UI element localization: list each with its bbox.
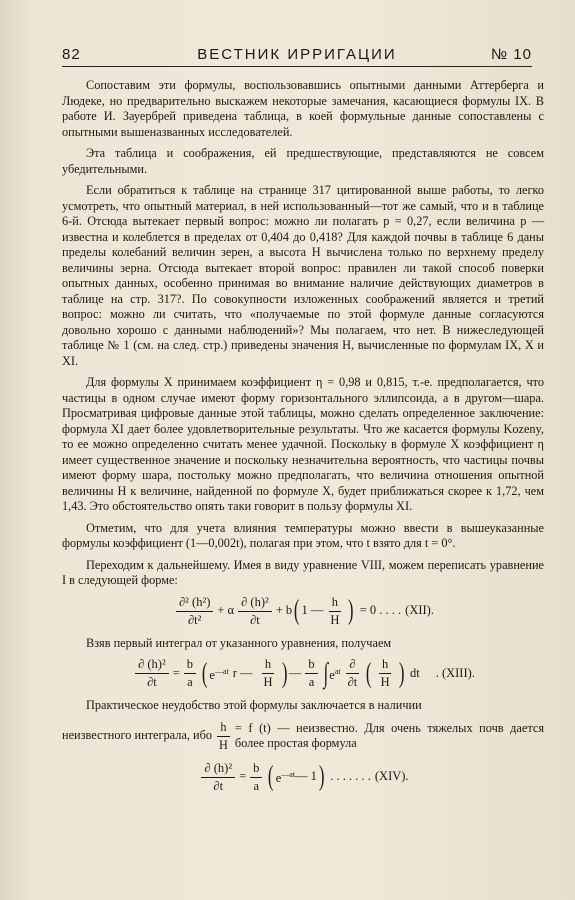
denominator: a	[187, 675, 193, 689]
numerator: b	[305, 657, 317, 674]
numerator: ∂	[346, 657, 358, 674]
paragraph-8b	[62, 720, 544, 753]
exponential	[329, 664, 340, 684]
numerator: ∂ (h)²	[238, 595, 272, 612]
numerator: h	[329, 595, 341, 612]
term: r —	[232, 665, 253, 680]
fraction	[184, 657, 196, 690]
numerator: ∂ (h)²	[201, 761, 235, 778]
right-paren: )	[281, 657, 287, 689]
paragraph-4: Для формулы X принимаем коэффициент η = 0,98 и 0,815, т.-е. предполагается, что частицы в одном случае имеют форму горизонтального эллипсоида, а в другом—шара. Просматривая цифровые данные этой таблицы, можно сделать определенное заключение: формула XI дает более удовлетворительные результаты. Что же касается формулы Kozeny, то ее можно определенно считать менее удачной. Поскольку в формуле X коэффициент η имеет существенное значение и поскольку незначительна вероятность, что частицы почвы имеют форму шара, постольку можно предполагать, что величина отношения опытной величины H к величине, найденной по формуле X, будет приближаться скорее к 1,72, чем 1,43. Это обстоятельство опять таки говорит в пользу формулы XI.	[62, 375, 544, 513]
exp-power: at	[334, 666, 341, 676]
left-paren: (	[268, 761, 274, 792]
left-paren: (	[201, 657, 208, 689]
denominator: ∂t	[147, 675, 157, 689]
term: 1 —	[301, 603, 324, 618]
numerator: h	[217, 720, 229, 737]
operator: + α	[217, 603, 235, 618]
paragraph-1: Сопоставим эти формулы, воспользовавшись опытными данными Аттерберга и Людеке, но предварительно выскажем некоторые замечания, касающиеся формулы IX. В работе И. Зауербрей приведена таблица, в коей формульные данные сопоставлены с опытными вышеназванных исследователей.	[62, 78, 544, 139]
paragraph-2: Эта таблица и соображения, ей предшествующие, представляются не совсем убедительными.	[62, 146, 544, 176]
denominator: H	[380, 675, 390, 689]
equation-xiii	[62, 657, 544, 690]
exp-base: e	[275, 771, 282, 786]
equation-label: (XIV).	[374, 769, 409, 784]
differential: dt	[409, 665, 420, 680]
right-paren: )	[348, 595, 354, 626]
numerator: h	[262, 657, 274, 674]
issue-number: № 10	[491, 46, 532, 63]
paragraph-6: Переходим к дальнейшему. Имея в виду уравнение VIII, можем переписать уравнение I в следующей форме:	[62, 557, 544, 587]
denominator: a	[253, 778, 260, 793]
page-header	[62, 44, 532, 67]
denominator: H	[263, 675, 273, 689]
equation-rhs: = 0 . . . .	[359, 603, 402, 618]
exponential	[209, 664, 228, 684]
fraction	[238, 595, 272, 628]
fraction	[250, 761, 262, 794]
integral-sign: ∫	[323, 657, 328, 689]
numerator: h	[379, 657, 391, 674]
term: — 1	[295, 769, 317, 784]
numerator: b	[250, 761, 262, 778]
fraction	[201, 761, 235, 794]
exp-power: —at	[281, 770, 296, 780]
equation-xiv	[62, 761, 544, 794]
denominator: a	[308, 675, 315, 689]
paragraph-5: Отметим, что для учета влияния температуры можно ввести в вышеуказанные формулы коэффициент (1—0,002t), полагая при этом, что t взято для t = 0°.	[62, 520, 544, 550]
paragraph-7: Взяв первый интеграл от указанного уравнения, получаем	[86, 635, 392, 650]
right-paren: )	[318, 761, 325, 792]
text: неизвестного интеграла, ибо	[62, 728, 212, 743]
numerator: b	[184, 657, 196, 674]
numerator: ∂² (h²)	[176, 595, 213, 612]
equals-sign: =	[239, 769, 247, 784]
fraction	[327, 595, 342, 628]
equation-label: . (XIII).	[435, 665, 475, 680]
left-paren: (	[366, 657, 372, 689]
paragraph-3: Если обратиться к таблице на странице 317 цитированной выше работы, то легко усмотреть, что опытный материал, в ней использованный—тот же самый, что и в таблице 6-й. Отсюда вытекает первый вопрос: можно ли полагать p = 0,27, если величина p — известна и колеблется в пределах от 0,404 до 0,418? Для каждой почвы в таблице 6 даны пределы колебаний величин зерен, а высота H вычислена только по верхнему пределу величины зерна. Отсюда вытекает второй вопрос: правилен ли такой способ поверки опытных данных, особенно принимая во внимание наличие действующих диаметров в таблице на стр. 317?. По совокупности изложенных соображений является и третий вопрос: можно ли считать, что «получаемые по этой формуле данные согласуются довольно хорошо с данными наблюдений»? Мы полагаем, что нет. В нижеследующей таблице № 1 (см. на след. стр.) приведены значения H, вычисленные по формулам IX, X и XI.	[62, 183, 544, 368]
leader-dots: . . . . . . .	[330, 769, 371, 784]
denominator: H	[218, 737, 228, 752]
article-body	[62, 78, 544, 802]
denominator: ∂t	[250, 612, 260, 627]
page-number: 82	[62, 46, 81, 63]
equation-label: (XII).	[405, 603, 434, 618]
numerator: ∂ (h)²	[135, 657, 169, 674]
equals-sign: =	[172, 665, 180, 680]
exp-base: e	[209, 667, 215, 682]
denominator: ∂t	[347, 675, 358, 689]
text: = f (t) — неизвестно. Для очень тяжелых почв дается более простая формула	[234, 720, 544, 750]
fraction	[305, 657, 317, 690]
exponential	[276, 767, 295, 787]
operator: + b	[275, 603, 293, 618]
left-paren: (	[294, 595, 300, 626]
fraction	[176, 595, 213, 628]
fraction	[345, 657, 361, 690]
denominator: ∂t²	[187, 612, 202, 627]
fraction	[135, 657, 169, 690]
exp-power: —at	[214, 666, 229, 676]
right-paren: )	[398, 657, 405, 689]
fraction	[216, 720, 231, 753]
exp-base: e	[329, 667, 335, 682]
denominator: H	[330, 612, 340, 627]
denominator: ∂t	[213, 778, 224, 793]
journal-title: ВЕСТНИК ИРРИГАЦИИ	[197, 46, 397, 63]
fraction	[378, 657, 393, 690]
fraction	[260, 657, 275, 690]
paragraph-8a: Практическое неудобство этой формулы заключается в наличии	[86, 698, 422, 712]
equation-xii	[62, 595, 544, 628]
operator: —	[288, 665, 302, 680]
